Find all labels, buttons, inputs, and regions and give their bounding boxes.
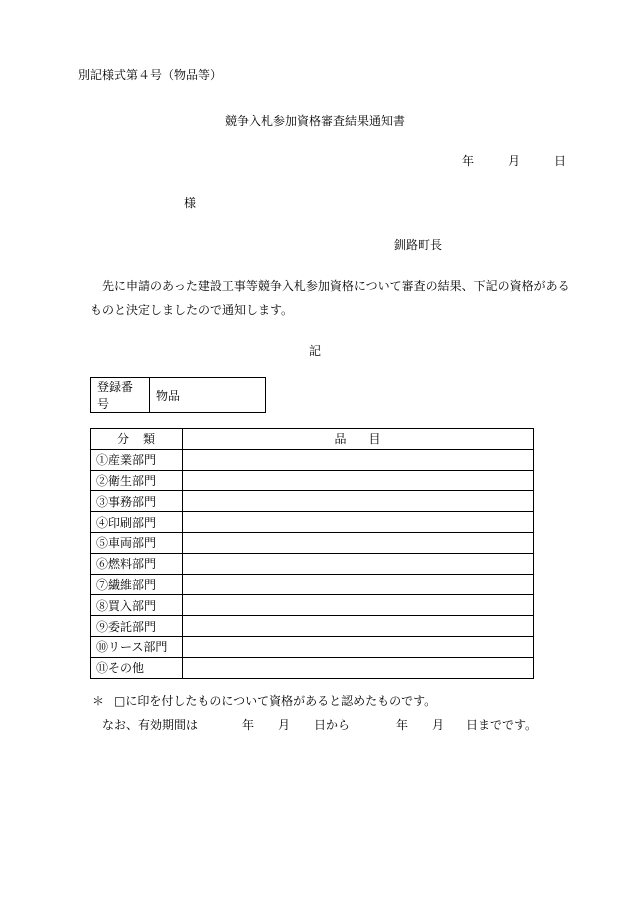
checkbox-note-text: □に印を付したものについて資格があると認めたものです。 (114, 694, 437, 708)
category-cell: ⑤車両部門 (91, 532, 183, 553)
category-cell: ①産業部門 (91, 449, 183, 470)
header-category: 分類 (91, 429, 183, 450)
registration-table (90, 377, 266, 413)
table-row (91, 616, 534, 637)
checkbox-note (92, 692, 436, 709)
items-cell (183, 616, 534, 637)
validity-month-1: 月 (278, 718, 291, 732)
date-line (462, 152, 566, 169)
table-row (91, 657, 534, 678)
category-cell: ③事務部門 (91, 491, 183, 512)
registration-label: 登録番号 (91, 378, 150, 413)
items-cell (183, 449, 534, 470)
items-cell (183, 512, 534, 533)
category-cell: ⑨委託部門 (91, 616, 183, 637)
items-cell (183, 574, 534, 595)
date-year: 年 (462, 154, 475, 168)
table-row (91, 595, 534, 616)
items-cell (183, 532, 534, 553)
category-cell: ④印刷部門 (91, 512, 183, 533)
validity-prefix: なお、有効期間は (102, 718, 199, 732)
items-cell (183, 491, 534, 512)
addressee-suffix: 様 (184, 196, 197, 210)
items-cell (183, 553, 534, 574)
items-cell (183, 636, 534, 657)
items-cell (183, 657, 534, 678)
table-row (91, 553, 534, 574)
table-row (91, 470, 534, 491)
table-row (91, 491, 534, 512)
issuer-name: 釧路町長 (394, 238, 443, 252)
date-month: 月 (508, 154, 521, 168)
category-cell: ⑪その他 (91, 657, 183, 678)
table-row (91, 574, 534, 595)
category-cell: ⑦繊維部門 (91, 574, 183, 595)
table-row (91, 512, 534, 533)
table-row (91, 636, 534, 657)
category-table (90, 428, 534, 679)
asterisk-mark: ＊ (92, 694, 105, 708)
validity-month-2: 月 (432, 718, 445, 732)
document-title: 競争入札参加資格審査結果通知書 (224, 114, 405, 128)
category-table-header (91, 429, 534, 450)
table-row (91, 449, 534, 470)
validity-day-from: 日から (314, 718, 351, 732)
validity-year-2: 年 (396, 718, 409, 732)
items-cell (183, 470, 534, 491)
table-row (91, 532, 534, 553)
category-cell: ⑧買入部門 (91, 595, 183, 616)
validity-note (102, 716, 537, 733)
header-items: 品目 (183, 429, 534, 450)
registration-value: 物品 (150, 378, 266, 413)
validity-day-until: 日までです。 (466, 718, 538, 732)
validity-year-1: 年 (242, 718, 255, 732)
form-number: 別記様式第４号（物品等） (78, 68, 223, 82)
category-cell: ②衛生部門 (91, 470, 183, 491)
category-cell: ⑩リース部門 (91, 636, 183, 657)
date-day: 日 (554, 154, 567, 168)
ki-heading: 記 (308, 344, 321, 358)
body-line-2: ものと決定しましたので通知します。 (90, 303, 294, 317)
items-cell (183, 595, 534, 616)
body-line-1: 先に申請のあった建設工事等競争入札参加資格について審査の結果、下記の資格がある (102, 279, 570, 293)
body-text (90, 274, 580, 322)
category-cell: ⑥燃料部門 (91, 553, 183, 574)
